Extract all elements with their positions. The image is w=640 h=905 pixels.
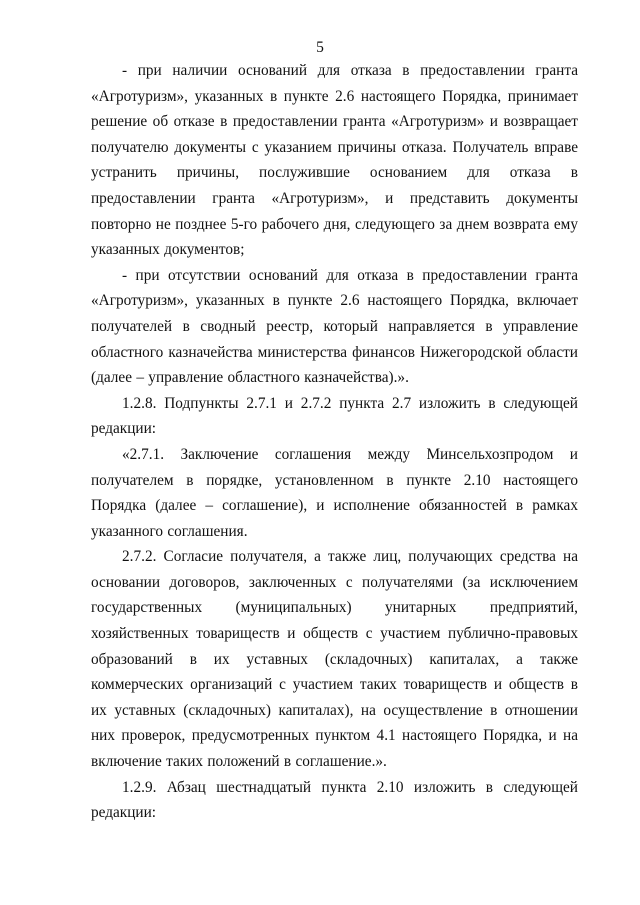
paragraph-2-7-2: 2.7.2. Согласие получателя, а также лиц, получающих средства на основании договоров, заключенных с получателями (за исключением государственных (муниципальных) унитарных предприятий, хозяйственных товариществ и обществ с участием публично-правовых образований в их уставных (складочных) капиталах, а также коммерческих организаций с участием таких товариществ и обществ в их уставных (складочных) капиталах), на осуществление в отношении них проверок, предусмотренных пунктом 4.1 настоящего Порядка, и на включение таких положений в соглашение.». <box>91 548 578 771</box>
document-body <box>91 58 578 826</box>
paragraph-1-2-8: 1.2.8. Подпункты 2.7.1 и 2.7.2 пункта 2.7 изложить в следующей редакции: <box>91 394 578 438</box>
paragraph-no-refusal-grounds: - при отсутствии оснований для отказа в предоставлении гранта «Агротуризм», указанных в пункте 2.6 настоящего Порядка, включает получателей в сводный реестр, который направляется в управление областного казначейства министерства финансов Нижегородской области (далее – управление областного казначейства).». <box>91 266 578 387</box>
page-number: 5 <box>316 39 324 56</box>
paragraph-2-7-1: «2.7.1. Заключение соглашения между Минсельхозпродом и получателем в порядке, установленном в пункте 2.10 настоящего Порядка (далее – соглашение), и исполнение обязанностей в рамках указанного соглашения. <box>91 445 578 540</box>
paragraph-1-2-9: 1.2.9. Абзац шестнадцатый пункта 2.10 изложить в следующей редакции: <box>91 778 578 822</box>
paragraph-refusal-grounds: - при наличии оснований для отказа в предоставлении гранта «Агротуризм», указанных в пункте 2.6 настоящего Порядка, принимает решение об отказе в предоставлении гранта «Агротуризм» и возвращает получателю документы с указанием причины отказа. Получатель вправе устранить причины, послужившие основанием для отказа в предоставлении гранта «Агротуризм», и представить документы повторно не позднее 5-го рабочего дня, следующего за днем возврата ему указанных документов; <box>91 62 578 259</box>
